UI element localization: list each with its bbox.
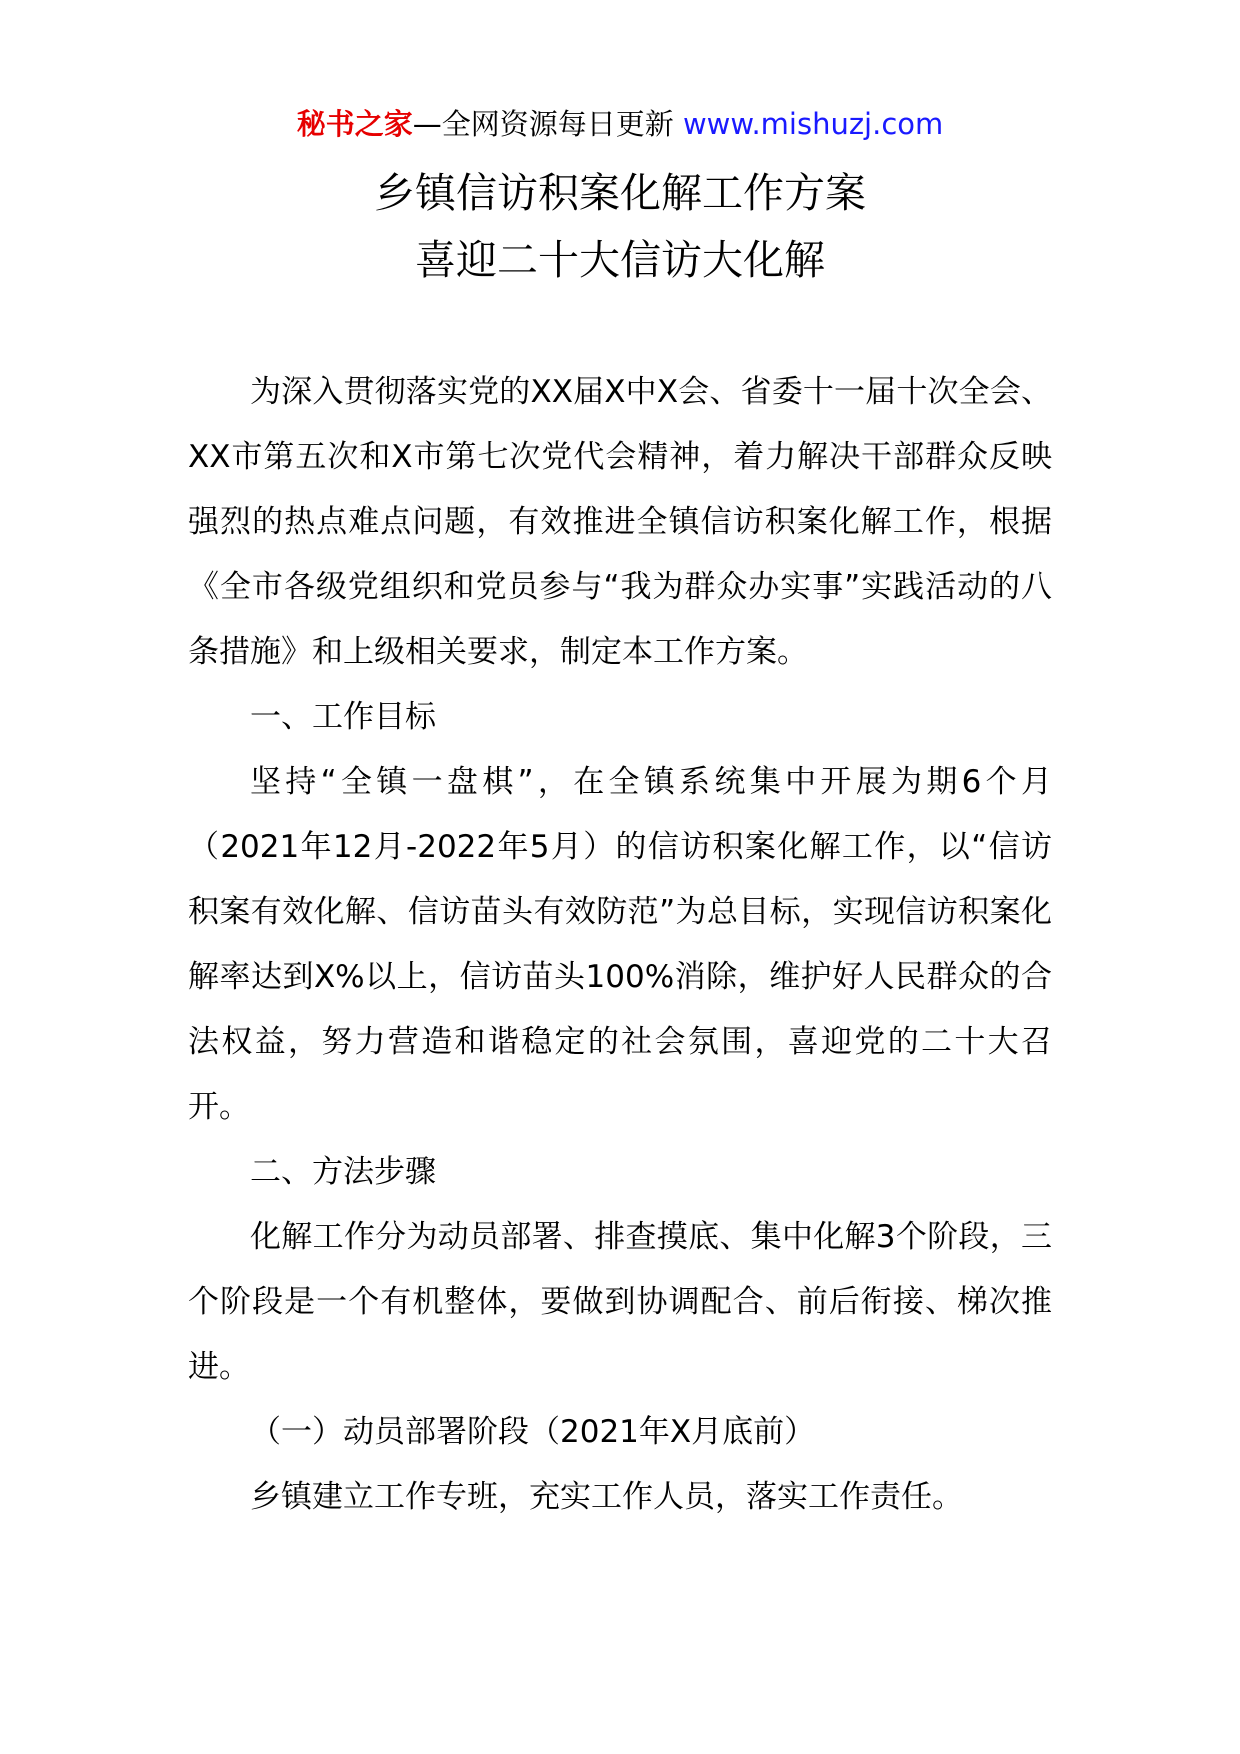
section-heading-goals: 一、工作目标 <box>250 699 436 735</box>
steps-paragraph: 化解工作分为动员部署、排查摸底、集中化解3个阶段，三个阶段是一个有机整体，要做到协调配合、前后衔接、梯次推进。 <box>188 1219 1052 1385</box>
section-heading-steps: 二、方法步骤 <box>250 1154 436 1190</box>
brand-name: 秘书之家 <box>296 107 413 141</box>
document-title: 乡镇信访积案化解工作方案 <box>374 169 866 217</box>
site-url-link[interactable]: www.mishuzj.com <box>682 107 944 141</box>
site-header <box>0 100 1240 148</box>
mobilization-paragraph: 乡镇建立工作专班，充实工作人员，落实工作责任。 <box>250 1479 963 1515</box>
intro-paragraph: 为深入贯彻落实党的XX届X中X会、省委十一届十次全会、XX市第五次和X市第七次党代会精神，着力解决干部群众反映强烈的热点难点问题，有效推进全镇信访积案化解工作，根据《全市各级党组织和党员参与“我为群众办实事”实践活动的八条措施》和上级相关要求，制定本工作方案。 <box>188 374 1052 670</box>
header-tagline: —全网资源每日更新 <box>412 107 674 141</box>
subsection-heading-mobilization: （一）动员部署阶段（2021年X月底前） <box>250 1414 816 1450</box>
document-body <box>188 360 1052 1530</box>
document-subtitle: 喜迎二十大信访大化解 <box>415 236 825 284</box>
goals-paragraph: 坚持“全镇一盘棋”，在全镇系统集中开展为期6个月（2021年12月-2022年5月）的信访积案化解工作，以“信访积案有效化解、信访苗头有效防范”为总目标，实现信访积案化解率达到X%以上，信访苗头100%消除，维护好人民群众的合法权益，努力营造和谐稳定的社会氛围，喜迎党的二十大召开。 <box>188 764 1052 1125</box>
